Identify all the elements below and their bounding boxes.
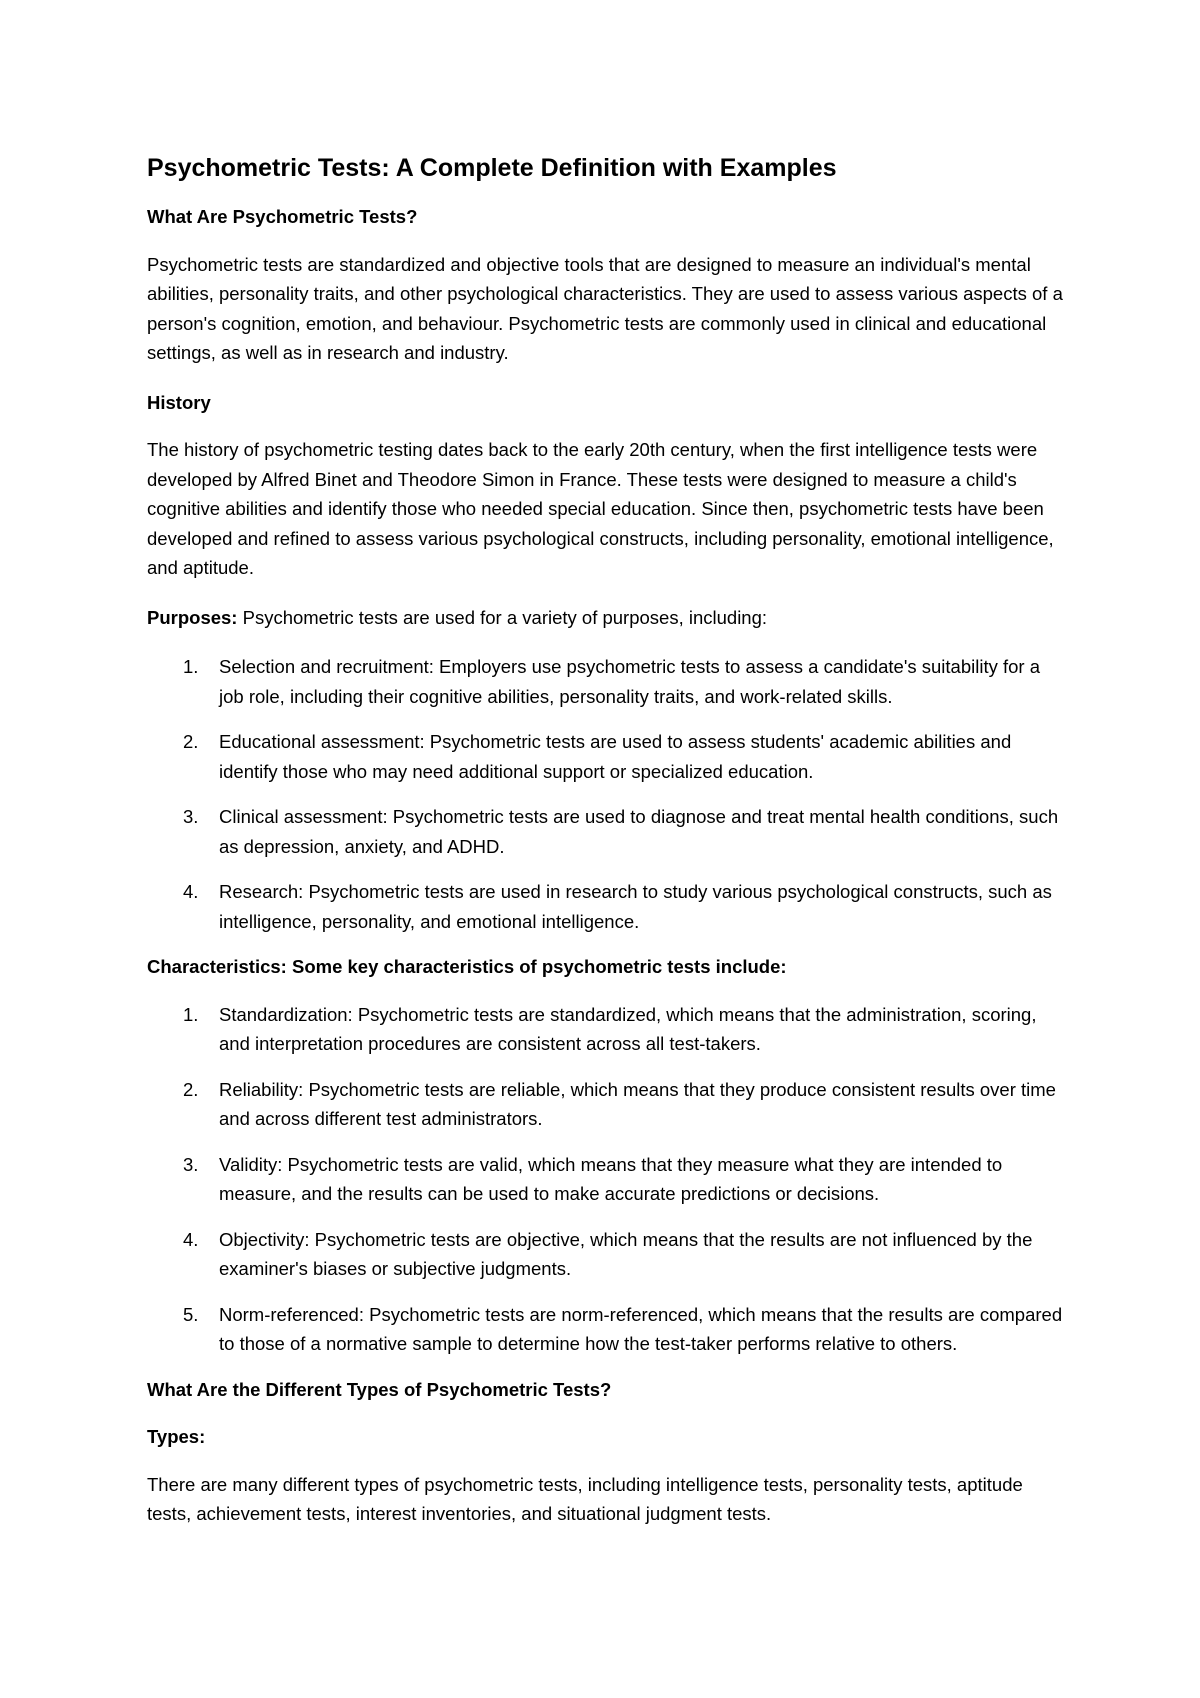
list-item-text: Research: Psychometric tests are used in research to study various psychological constructs, such as intelligence, personality, and emotional intelligence. xyxy=(219,881,1052,932)
list-item xyxy=(147,727,1067,786)
document-title: Psychometric Tests: A Complete Definition with Examples xyxy=(147,154,837,182)
list-item xyxy=(147,1150,1067,1209)
purposes-list xyxy=(147,652,1067,936)
heading-types-question: What Are the Different Types of Psychometric Tests? xyxy=(147,1378,612,1400)
heading-history: History xyxy=(147,391,211,413)
list-item-text: Educational assessment: Psychometric tests are used to assess students' academic abilities and identify those who may need additional support or specialized education. xyxy=(219,731,1012,782)
list-item xyxy=(147,877,1067,936)
list-number: 2. xyxy=(183,1078,199,1100)
paragraph-history: The history of psychometric testing dates back to the early 20th century, when the first intelligence tests were developed by Alfred Binet and Theodore Simon in France. These tests were designed to measure a child's cognitive abilities and identify those who needed special education. Since then, psychometric tests have been developed and refined to assess various psychological constructs, including personality, emotional intelligence, and aptitude. xyxy=(147,439,1054,578)
list-number: 2. xyxy=(183,731,199,752)
list-item-text: Clinical assessment: Psychometric tests are used to diagnose and treat mental health conditions, such as depression, anxiety, and ADHD. xyxy=(219,806,1059,857)
list-item-text: Norm-referenced: Psychometric tests are norm-referenced, which means that the results are compared to those of a normative sample to determine how the test-taker performs relative to others. xyxy=(219,1303,1063,1354)
list-item-text: Validity: Psychometric tests are valid, which means that they measure what they are intended to measure, and the results can be used to make accurate predictions or decisions. xyxy=(219,1153,1003,1204)
list-item xyxy=(147,1225,1067,1284)
purposes-intro-text: Psychometric tests are used for a variety of purposes, including: xyxy=(237,606,768,628)
list-number: 1. xyxy=(183,656,199,677)
list-item xyxy=(147,652,1067,711)
list-item xyxy=(147,1300,1067,1359)
list-number: 5. xyxy=(183,1303,199,1325)
list-item-text: Standardization: Psychometric tests are standardized, which means that the administration, scoring, and interpretation procedures are consistent across all test-takers. xyxy=(219,1003,1037,1054)
list-number: 4. xyxy=(183,881,199,902)
list-number: 4. xyxy=(183,1228,199,1250)
list-item-text: Objectivity: Psychometric tests are objective, which means that the results are not influenced by the examiner's biases or subjective judgments. xyxy=(219,1228,1033,1279)
purposes-label: Purposes: xyxy=(147,606,238,628)
list-item-text: Selection and recruitment: Employers use psychometric tests to assess a candidate's suitability for a job role, including their cognitive abilities, personality traits, and work-related skills. xyxy=(219,656,1040,707)
document-body xyxy=(147,140,1067,1549)
list-number: 1. xyxy=(183,1003,199,1025)
list-item xyxy=(147,1000,1067,1059)
paragraph-types: There are many different types of psychometric tests, including intelligence tests, personality tests, aptitude tests, achievement tests, interest inventories, and situational judgment tests. xyxy=(147,1473,1023,1524)
heading-characteristics: Characteristics: Some key characteristics of psychometric tests include: xyxy=(147,956,787,977)
paragraph-definition: Psychometric tests are standardized and objective tools that are designed to measure an individual's mental abilities, personality traits, and other psychological characteristics. They are used to assess various aspects of a person's cognition, emotion, and behaviour. Psychometric tests are commonly used in clinical and educational settings, as well as in research and industry. xyxy=(147,253,1063,363)
list-item-text: Reliability: Psychometric tests are reliable, which means that they produce consistent results over time and across different test administrators. xyxy=(219,1078,1056,1129)
purposes-intro xyxy=(147,603,1067,633)
list-item xyxy=(147,802,1067,861)
characteristics-list xyxy=(147,1000,1067,1359)
list-number: 3. xyxy=(183,806,199,827)
list-number: 3. xyxy=(183,1153,199,1175)
list-item xyxy=(147,1075,1067,1134)
heading-types: Types: xyxy=(147,1426,206,1447)
heading-what-are-tests: What Are Psychometric Tests? xyxy=(147,206,418,227)
